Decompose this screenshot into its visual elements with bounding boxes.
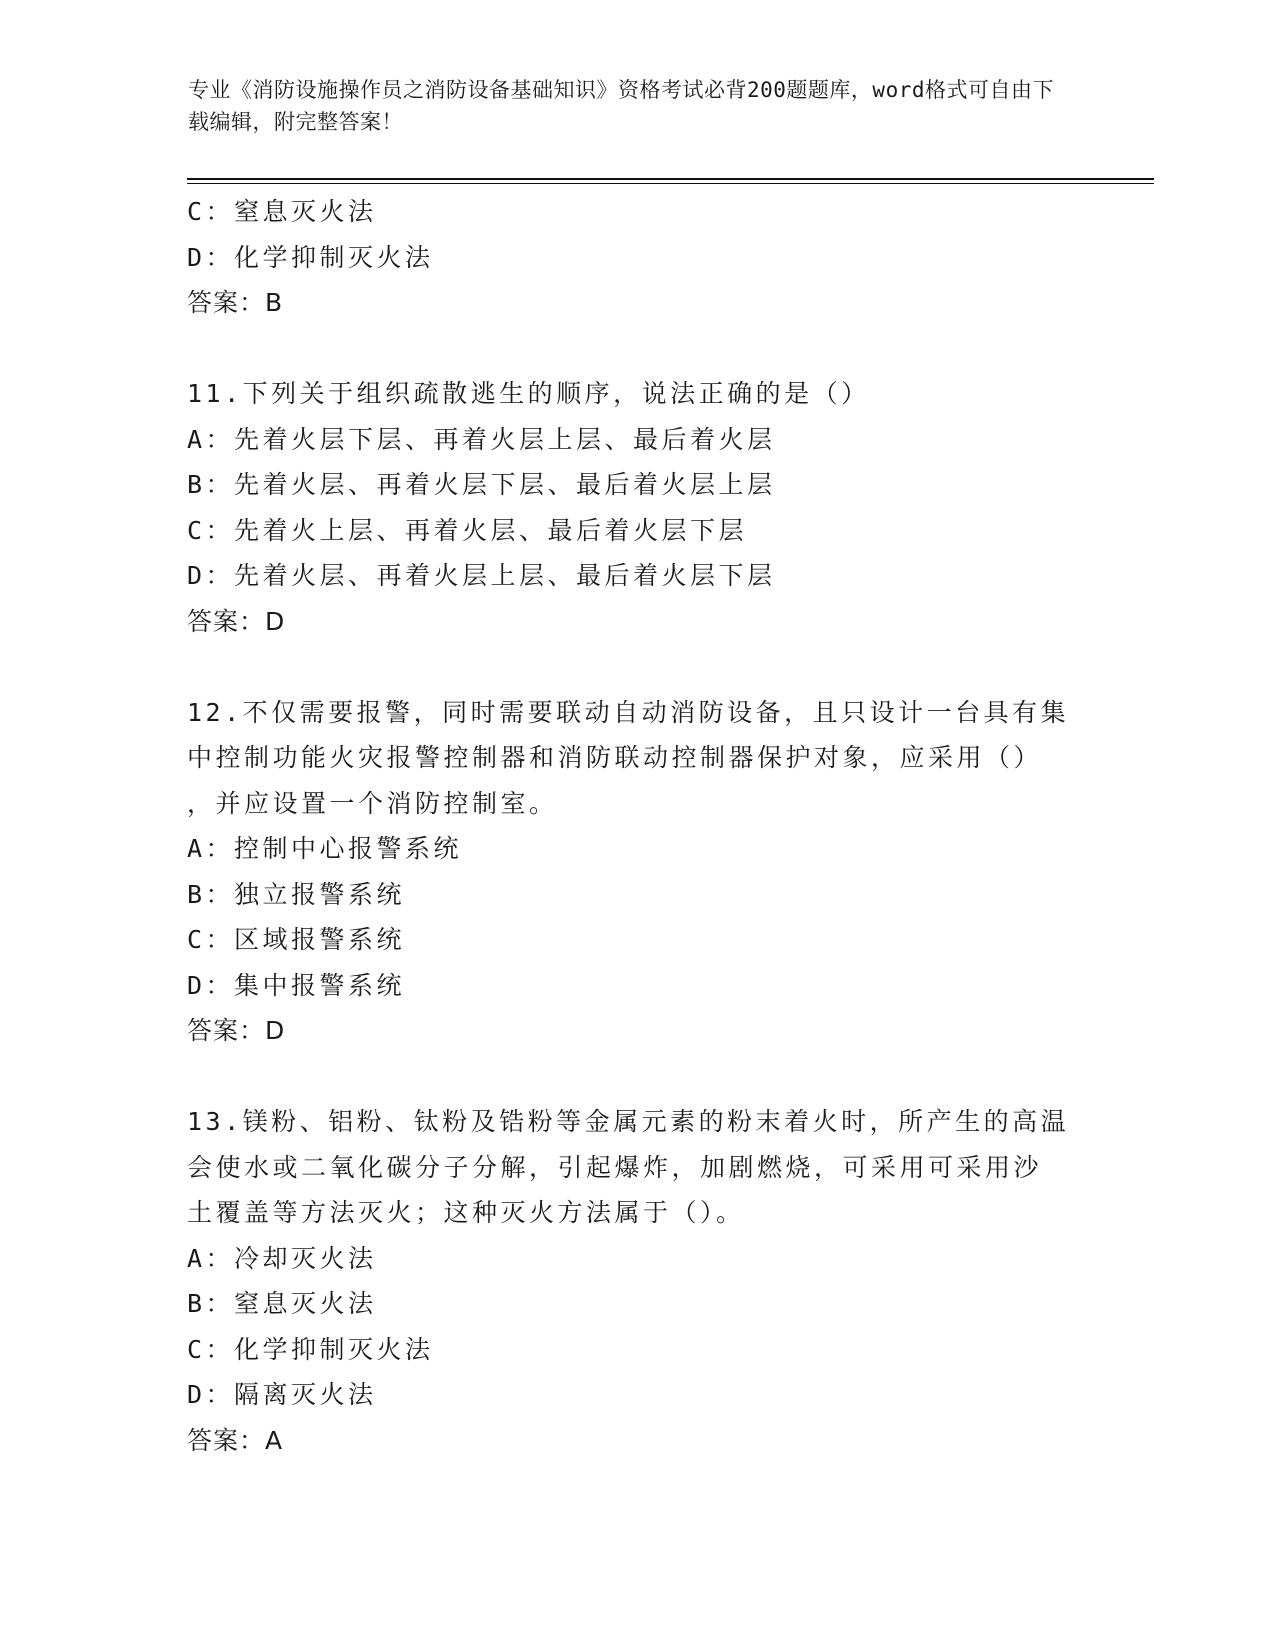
header-divider-thick [187, 178, 1154, 180]
option-a: A：先着火层下层、再着火层上层、最后着火层 [187, 424, 776, 454]
option-b: B：窒息灭火法 [187, 1289, 377, 1318]
option-c: C：化学抑制灭火法 [187, 1334, 434, 1364]
answer-line: 答案：D [187, 1016, 286, 1045]
question-11-text: 11.下列关于组织疏散逃生的顺序，说法正确的是（） [187, 379, 870, 408]
question-12-text-line-1: 12.不仅需要报警，同时需要联动自动消防设备，且只设计一台具有集 [187, 697, 1070, 727]
question-spacer [187, 644, 1087, 690]
answer-line: 答案：B [187, 288, 284, 317]
question-13-text-line-3: 土覆盖等方法灭火；这种灭火方法属于（）。 [187, 1198, 745, 1227]
option-b: B：独立报警系统 [187, 879, 406, 909]
option-d: D：化学抑制灭火法 [187, 242, 434, 272]
option-c: C：区域报警系统 [187, 925, 406, 954]
option-b: B：先着火层、再着火层下层、最后着火层上层 [187, 470, 776, 499]
question-13-text-line-2: 会使水或二氧化碳分子分解，引起爆炸，加剧燃烧，可采用可采用沙 [187, 1152, 1043, 1182]
question-content [187, 189, 1087, 1463]
option-d: D：集中报警系统 [187, 970, 406, 1000]
question-13-text-line-1: 13.镁粉、铝粉、钛粉及锆粉等金属元素的粉末着火时，所产生的高温 [187, 1107, 1070, 1136]
option-d: D：先着火层、再着火层上层、最后着火层下层 [187, 561, 776, 590]
option-a: A：冷却灭火法 [187, 1243, 377, 1273]
question-12-text-line-3: ，并应设置一个消防控制室。 [187, 788, 558, 818]
answer-line: 答案：A [187, 1425, 284, 1455]
option-a: A：控制中心报警系统 [187, 834, 463, 863]
option-d: D：隔离灭火法 [187, 1380, 377, 1409]
question-12-text-line-2: 中控制功能火灾报警控制器和消防联动控制器保护对象，应采用（） [187, 743, 1043, 772]
question-spacer [187, 1054, 1087, 1100]
question-spacer [187, 326, 1087, 372]
option-c: C：先着火上层、再着火层、最后着火层下层 [187, 515, 748, 545]
document-header: 专业《消防设施操作员之消防设备基础知识》资格考试必背200题题库，word格式可自由下载编辑，附完整答案！ [188, 78, 1054, 134]
option-c: C：窒息灭火法 [187, 197, 377, 226]
answer-line: 答案：D [187, 606, 286, 636]
header-divider-thin [187, 183, 1154, 184]
